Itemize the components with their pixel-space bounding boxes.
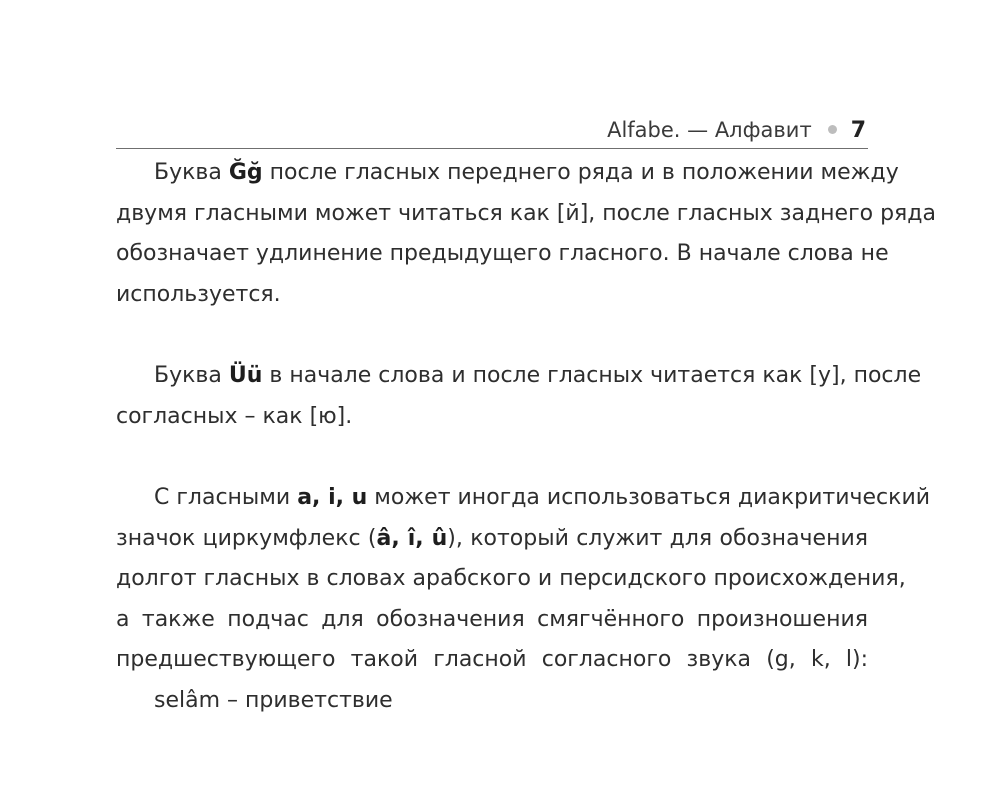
letter-highlight: â, î, û <box>376 525 448 551</box>
running-header <box>116 112 868 149</box>
text-line: а также подчас для обозначения смягчённого произношения <box>116 606 868 632</box>
text-line: Буква Ğğ после гласных переднего ряда и в положении между <box>154 160 899 185</box>
page-number: 7 <box>850 118 866 143</box>
text-line: С гласными a, i, u может иногда использоваться диакритический <box>154 485 931 510</box>
text-line: обозначает удлинение предыдущего гласного. В начале слова не <box>116 241 889 266</box>
letter-highlight: Üü <box>228 363 263 388</box>
text-line: Буква Üü в начале слова и после гласных читается как [у], после <box>154 363 922 388</box>
letter-highlight: Ğğ <box>228 160 263 185</box>
text-line: значок циркумфлекс (â, î, û), который служит для обозначения <box>116 525 869 551</box>
paragraph-letter-u-umlaut <box>116 356 922 437</box>
paragraph-letter-g-breve <box>116 153 936 315</box>
bullet-separator-icon <box>828 125 837 134</box>
text-line: используется. <box>116 281 281 307</box>
letter-highlight: a, i, u <box>297 485 368 510</box>
example-word: selâm – приветствие <box>154 687 393 713</box>
text-line: предшествующего такой гласной согласного звука (g, k, l): <box>116 647 868 672</box>
text-line: долгот гласных в словах арабского и персидского происхождения, <box>116 566 906 591</box>
running-head-title: Alfabe. — Алфавит <box>607 118 812 142</box>
text-line: согласных – как [ю]. <box>116 403 353 429</box>
text-line: двумя гласными может читаться как [й], после гласных заднего ряда <box>116 200 936 226</box>
book-page <box>116 0 936 808</box>
body-text <box>116 153 936 721</box>
paragraph-circumflex <box>116 478 931 681</box>
